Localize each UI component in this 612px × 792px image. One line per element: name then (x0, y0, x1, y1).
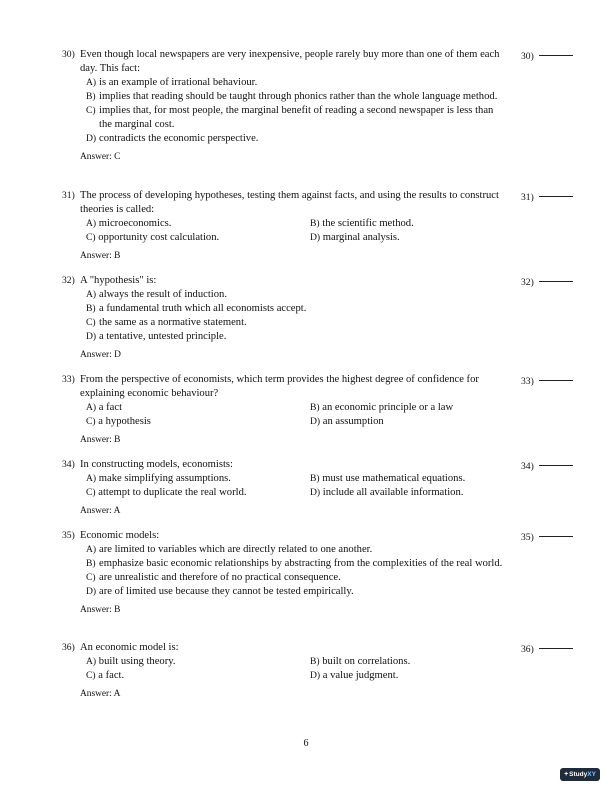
option-b: B) a fundamental truth which all economists accept. (86, 303, 307, 314)
option-c: C) are unrealistic and therefore of no practical consequence. (86, 572, 341, 583)
answer-blank[interactable]: 30) (521, 48, 573, 64)
question-number: 33) (62, 374, 75, 385)
question-number: 35) (62, 530, 75, 541)
answer-blank[interactable]: 34) (521, 458, 573, 474)
answer-key: Answer: B (80, 605, 121, 615)
option-row (86, 231, 592, 245)
plus-icon: + (564, 771, 569, 778)
option-row (86, 217, 592, 231)
question-36 (62, 641, 592, 701)
option-b: B) implies that reading should be taught through phonics rather than the whole language method. (86, 91, 498, 102)
option-row (86, 655, 592, 669)
option-b: B) the scientific method. (310, 218, 414, 229)
option-c: C) opportunity cost calculation. (86, 232, 220, 243)
question-number: 32) (62, 275, 75, 286)
option-d: D) marginal analysis. (310, 232, 400, 243)
option-row (86, 401, 592, 415)
question-number: 34) (62, 459, 75, 470)
question-30 (62, 48, 592, 164)
option-d: D) an assumption (310, 416, 384, 427)
option-d: D) are of limited use because they cannot be tested empirically. (86, 586, 354, 597)
option-b: B) must use mathematical equations. (310, 473, 466, 484)
option-d: D) a value judgment. (310, 670, 399, 681)
question-number: 36) (62, 642, 75, 653)
option-row (86, 472, 592, 486)
answer-key: Answer: A (80, 689, 121, 699)
option-b: B) an economic principle or a law (310, 402, 454, 413)
question-text: An economic model is: (80, 642, 179, 653)
question-text: A "hypothesis" is: (80, 275, 157, 286)
page-number: 6 (303, 738, 309, 749)
question-32 (62, 274, 592, 362)
question-text: Economic models: (80, 530, 160, 541)
option-row (86, 415, 592, 429)
question-35 (62, 529, 592, 617)
answer-key: Answer: A (80, 506, 121, 516)
option-c: C) implies that, for most people, the marginal benefit of reading a second newspaper is less than the marginal cost. (86, 105, 494, 130)
question-text: The process of developing hypotheses, testing them against facts, and using the results to construct theories is called: (80, 190, 499, 215)
option-a: A) microeconomics. (86, 218, 172, 229)
answer-blank[interactable]: 36) (521, 641, 573, 657)
option-a: A) are limited to variables which are directly related to one another. (86, 544, 373, 555)
answer-blank[interactable]: 33) (521, 373, 573, 389)
option-row (86, 486, 592, 500)
answer-key: Answer: B (80, 435, 121, 445)
answer-blank[interactable]: 31) (521, 189, 573, 205)
option-c: C) attempt to duplicate the real world. (86, 487, 247, 498)
option-c: C) a fact. (86, 670, 125, 681)
studyxy-logo[interactable]: +StudyXY (560, 768, 600, 781)
question-text: In constructing models, economists: (80, 459, 233, 470)
answer-key: Answer: B (80, 251, 121, 261)
question-31 (62, 189, 592, 263)
question-text: From the perspective of economists, which term provides the highest degree of confidence for explaining economic behaviour? (80, 374, 479, 399)
option-a: A) a fact (86, 402, 123, 413)
answer-key: Answer: C (80, 152, 121, 162)
option-d: D) include all available information. (310, 487, 464, 498)
option-d: D) a tentative, untested principle. (86, 331, 227, 342)
question-text: Even though local newspapers are very inexpensive, people rarely buy more than one of them each day. This fact: (80, 49, 500, 74)
question-number: 31) (62, 190, 75, 201)
option-a: A) always the result of induction. (86, 289, 227, 300)
option-b: B) emphasize basic economic relationships by abstracting from the complexities of the real world. (86, 558, 503, 569)
option-c: C) the same as a normative statement. (86, 317, 247, 328)
option-b: B) built on correlations. (310, 656, 411, 667)
answer-blank[interactable]: 32) (521, 274, 573, 290)
option-d: D) contradicts the economic perspective. (86, 133, 259, 144)
option-a: A) built using theory. (86, 656, 176, 667)
option-row (86, 669, 592, 683)
option-c: C) a hypothesis (86, 416, 151, 427)
answer-blank[interactable]: 35) (521, 529, 573, 545)
question-34 (62, 458, 592, 518)
answer-key: Answer: D (80, 350, 121, 360)
option-a: A) make simplifying assumptions. (86, 473, 231, 484)
question-number: 30) (62, 49, 75, 60)
option-a: A) is an example of irrational behaviour. (86, 77, 258, 88)
question-33 (62, 373, 592, 447)
